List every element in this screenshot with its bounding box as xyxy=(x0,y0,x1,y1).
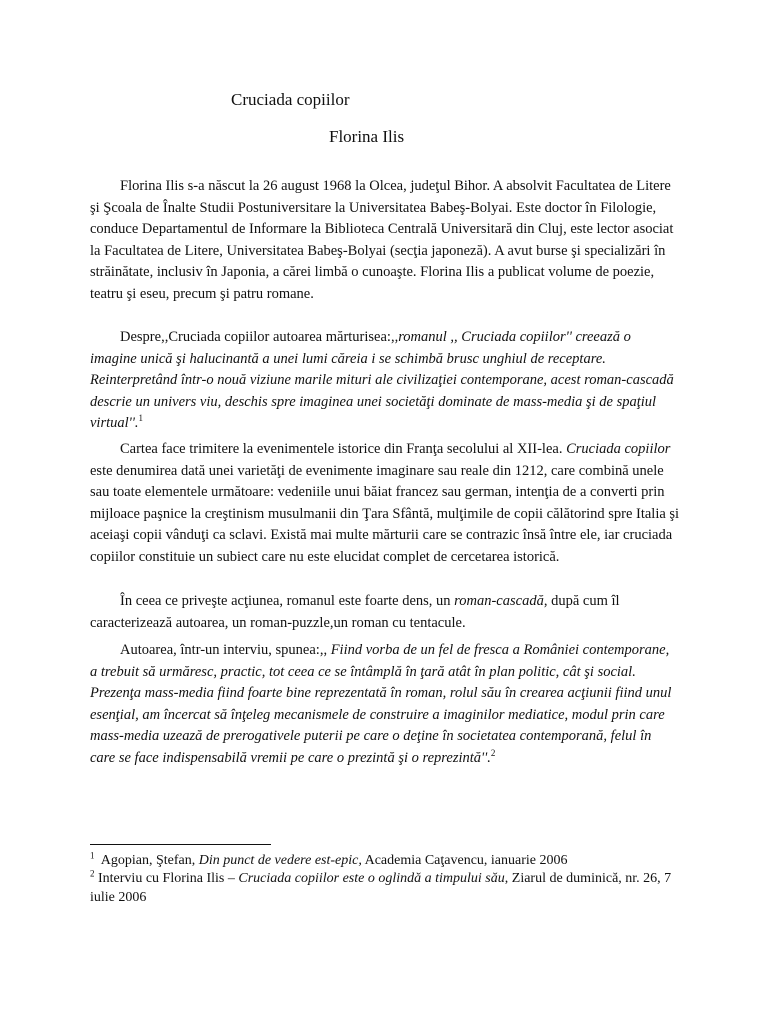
context-italic-title: Cruciada copiilor xyxy=(566,441,671,457)
paragraph-action xyxy=(90,591,680,634)
action-text-a: În ceea ce priveşte acţiunea, romanul este foarte dens, un xyxy=(120,593,455,609)
context-text-b: este denumirea dată unei varietăţi de evenimente imaginare sau reale din 1212, care combină unele sau toate elementele următoare: vedeniile unui băiat francez sau german, intenţia de a converti prin mijloace paşnice la creştinism musulmanii din Ţara Sfântă, mulţimile de copii călătorind spre Italia şi aceiaşi copii vânduţi ca sclavi. Există mai multe mărturii care se contrazic însă între ele, iar cruciada copiilor constituie un subiect care nu este elucidat complet de cercetarea istorică. xyxy=(90,462,680,565)
footnote-1-text-a: Agopian, Ştefan, xyxy=(100,853,199,868)
document-author: Florina Ilis xyxy=(329,127,405,146)
footnote-2-text-a: Interviu cu Florina Ilis – xyxy=(98,871,239,886)
interview-lead: Autoarea, într-un interviu, spunea:,, xyxy=(120,642,331,658)
action-text-b: , după cum îl caracterizează autoarea, un roman-puzzle,un roman cu tentacule. xyxy=(90,593,620,631)
footnote-2-italic: Cruciada copiilor este o oglindă a timpului său xyxy=(238,871,505,886)
paragraph-biography: Florina Ilis s-a născut la 26 august 1968 la Olcea, judeţul Bihor. A absolvit Facultatea de Litere şi Şcoala de Înalte Studii Postuniversitare la Universitatea Babeş-Bolyai. Este doctor în Filologie, conduce Departamentul de Informare la Biblioteca Centrală Universitară din Cluj, este lector asociat la Facultatea de Litere, Universitatea Babeş-Bolyai (secţia japoneză). A avut burse şi specializări în străinătate, inclusiv în Japonia, a cărei limbă o cunoaşte. Florina Ilis a publicat volume de poezie, teatru şi eseu, precum şi patru romane. xyxy=(90,178,674,302)
paragraph-interview xyxy=(90,640,680,770)
footnote-2-text-b: , Ziarul de duminică, nr. 26, 7 iulie 2006 xyxy=(90,871,672,905)
footnote-ref-1: 1 xyxy=(138,413,143,424)
footnote-1-italic: Din punct de vedere est-epic, xyxy=(198,853,362,868)
footnote-separator xyxy=(90,844,271,845)
interview-quote: Fiind vorba de un fel de fresca a României contemporane, a trebuit să urmăresc, practic, tot ceea ce se întâmplă în ţară atât în plan politic, cât şi social. Prezenţa mass-media fiind foarte bine reprezentată în roman, rolul său în crearea acţiunii fiind unul esenţial, am încercat să înţeleg mecanismele de construire a imaginilor mediatice, modul prin care mass-media uzează de prerogativele puterii pe care o deţine în societatea contemporană, felul în care se face indispensabilă vremii pe care o prezintă şi o reprezintă''. xyxy=(90,642,672,766)
footnote-ref-2: 2 xyxy=(490,748,496,759)
statement-lead: Despre,,Cruciada copiilor autoarea mărturisea:,, xyxy=(120,329,399,345)
paragraph-author-statement xyxy=(90,327,680,435)
paragraph-historical-context xyxy=(90,439,680,569)
footnote-2 xyxy=(90,869,690,907)
action-italic: roman-cascadă xyxy=(454,593,544,609)
footnote-1 xyxy=(90,851,690,870)
document-title: Cruciada copiilor xyxy=(231,90,350,109)
footnote-1-mark: 1 xyxy=(90,850,95,861)
statement-quote: romanul ,, Cruciada copiilor'' creează o imagine unică şi halucinantă a unei lumi căreia i se schimbă brusc unghiul de receptare. Reinterpretând într-o nouă viziune marile mituri ale civilizaţiei contemporane, acest roman-cascadă descrie un univers viu, deschis spre imaginea unei societăţi dominate de mass-media şi de spaţiul virtual''. xyxy=(90,329,674,432)
context-text-a: Cartea face trimitere la evenimentele istorice din Franţa secolului al XII-lea. xyxy=(120,441,567,457)
footnote-1-text-b: Academia Caţavencu, ianuarie 2006 xyxy=(361,853,568,868)
footnote-2-mark: 2 xyxy=(90,868,95,879)
